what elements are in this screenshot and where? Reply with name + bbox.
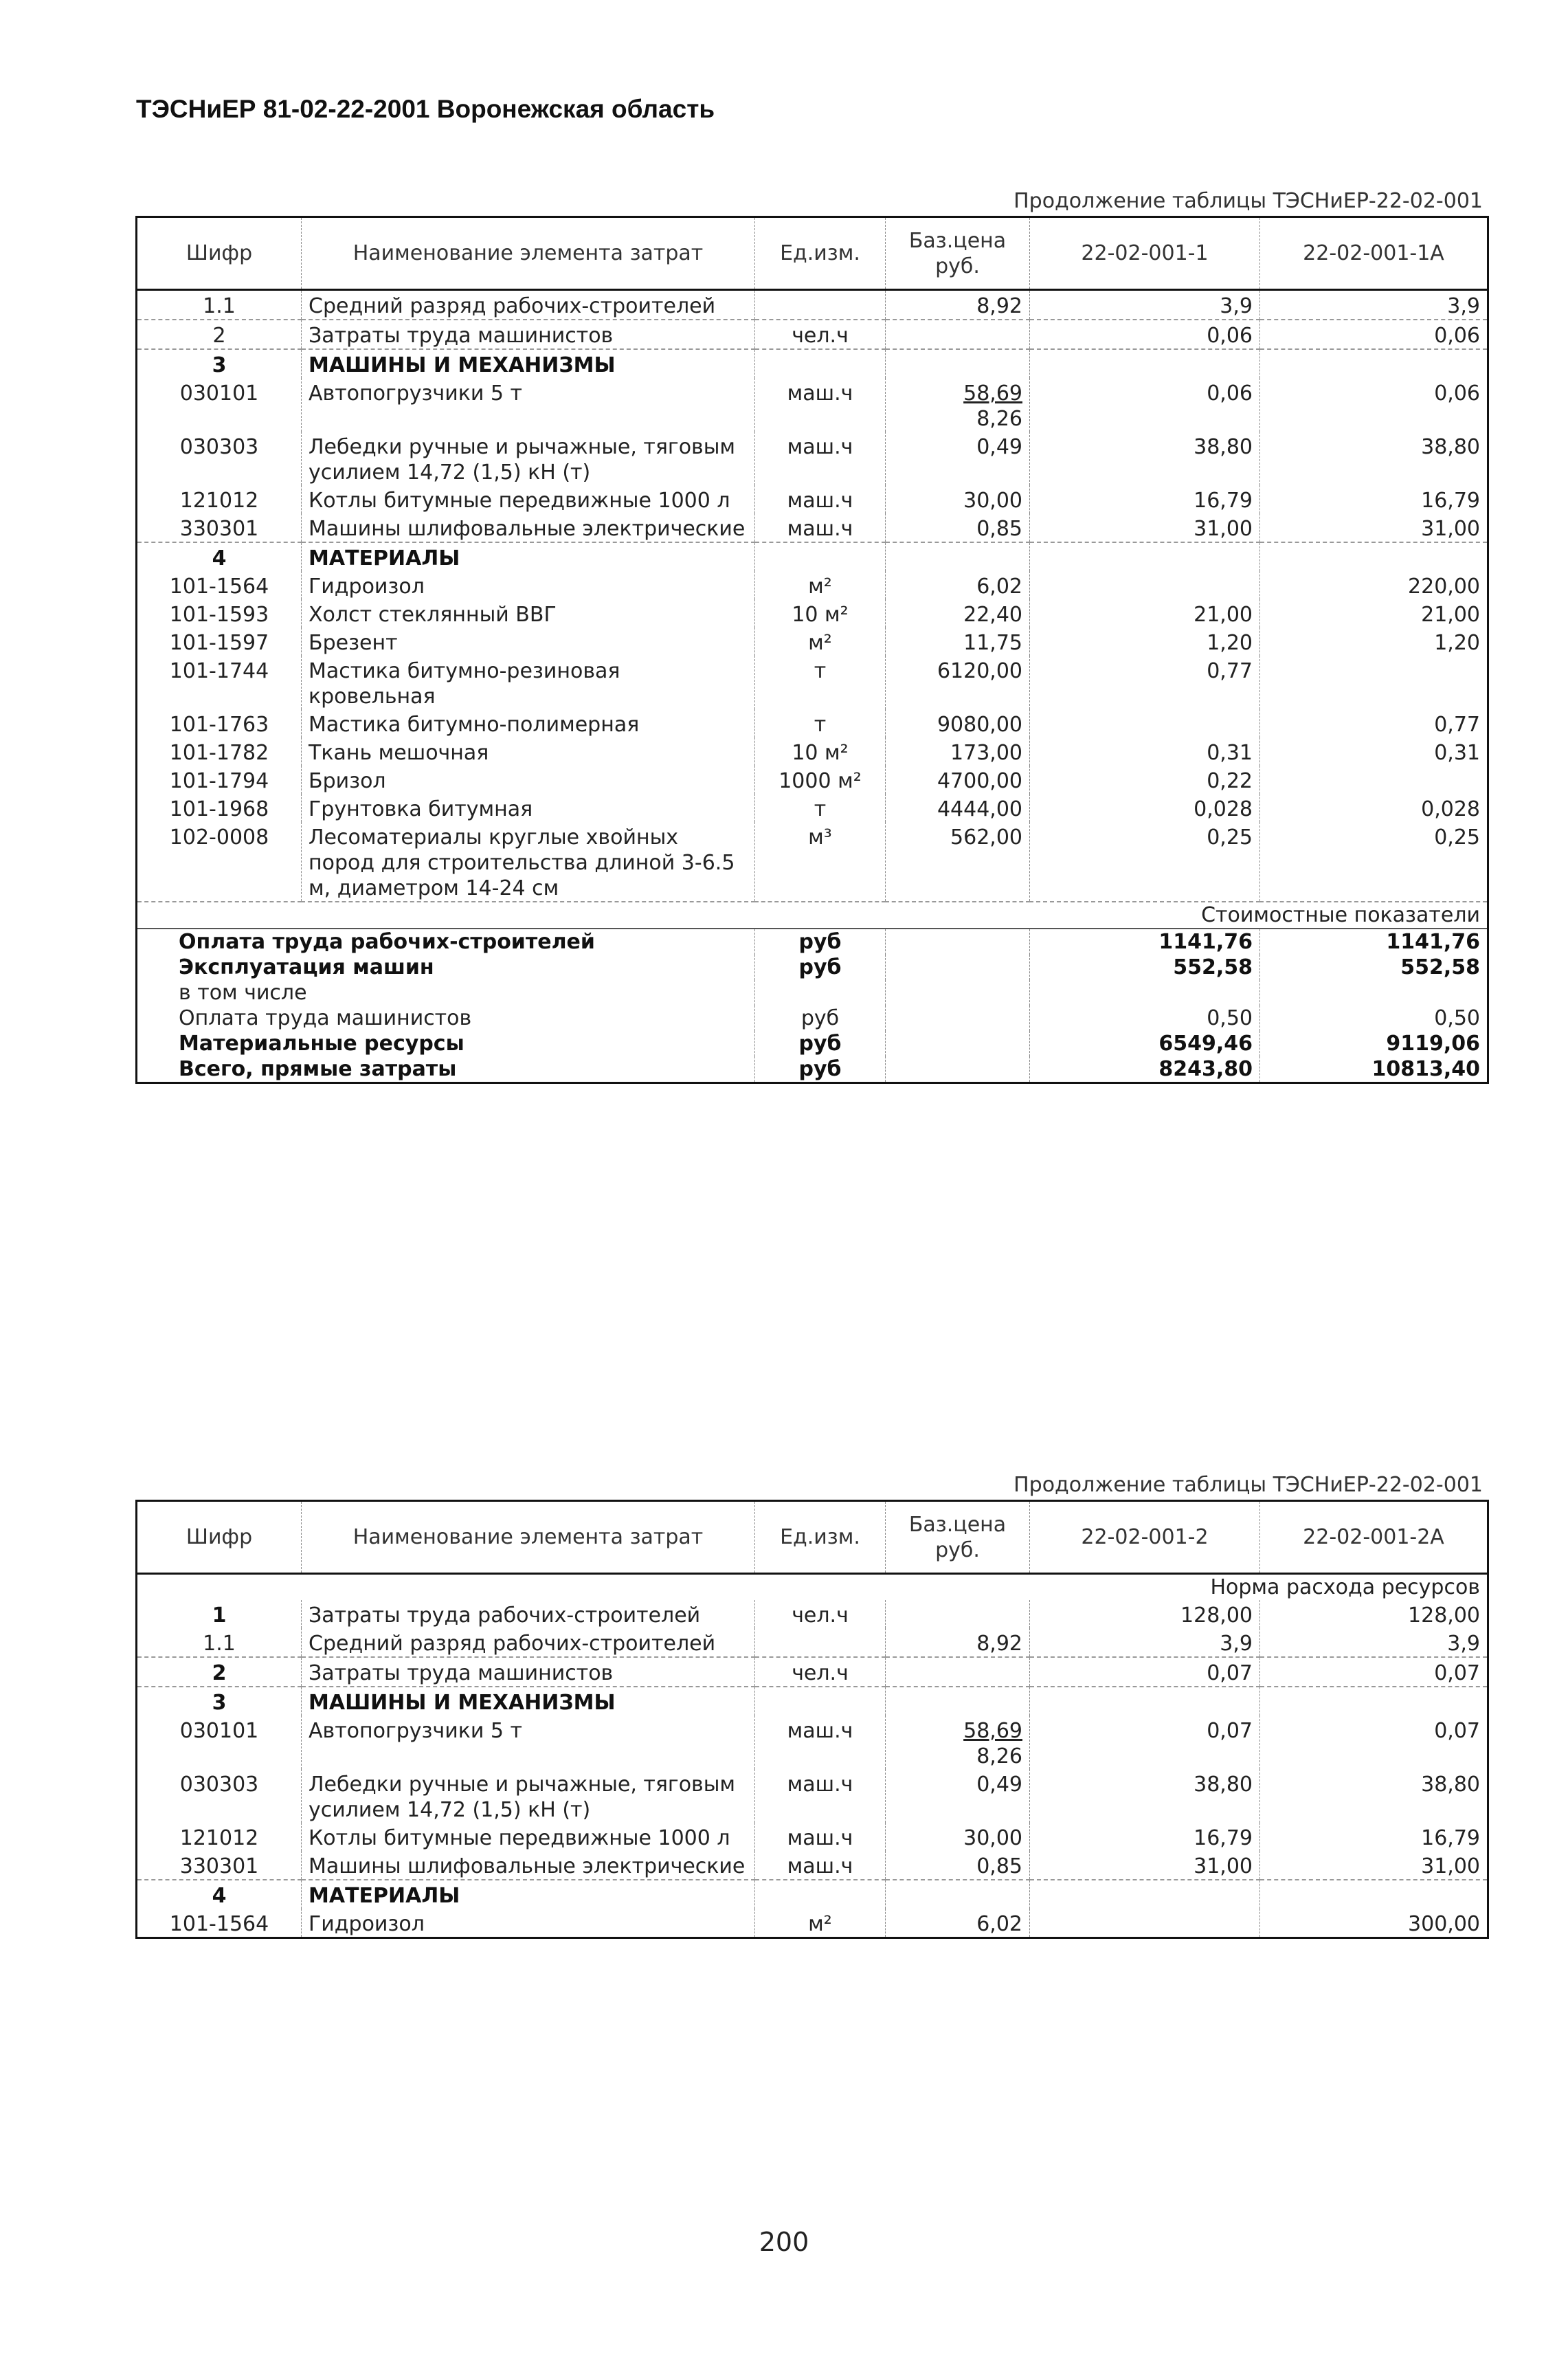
summary-value-2: 0,50 bbox=[1260, 1006, 1488, 1031]
cell-unit: 1000 м² bbox=[755, 766, 886, 794]
cell-norm-2 bbox=[1260, 656, 1488, 709]
table-body bbox=[137, 290, 1488, 902]
cell-code: 2 bbox=[137, 320, 302, 349]
cell-code: 330301 bbox=[179, 1854, 259, 1878]
table-row bbox=[137, 378, 1488, 432]
cell-unit: маш.ч bbox=[755, 485, 886, 513]
cell-unit: м² bbox=[755, 571, 886, 599]
cell-norm-1: 38,80 bbox=[1030, 432, 1260, 485]
cell-name: Затраты труда машинистов bbox=[302, 320, 755, 349]
cell-unit bbox=[755, 1880, 886, 1909]
summary-value-2: 9119,06 bbox=[1260, 1031, 1488, 1056]
table-row bbox=[137, 599, 1488, 628]
cell-name: Мастика битумно-резиновая кровельная bbox=[302, 656, 755, 709]
table-row bbox=[137, 542, 1488, 571]
cell-name: Котлы битумные передвижные 1000 л bbox=[302, 1823, 755, 1851]
page-number: 200 bbox=[759, 2227, 809, 2257]
header-norm-1: 22-02-001-1 bbox=[1030, 217, 1260, 290]
cell-unit: т bbox=[755, 656, 886, 709]
summary-name: Всего, прямые затраты bbox=[179, 1057, 457, 1081]
cell-norm-2: 21,00 bbox=[1260, 599, 1488, 628]
base-price-value: 562,00 bbox=[950, 825, 1022, 850]
cell-name: МАШИНЫ И МЕХАНИЗМЫ bbox=[302, 1687, 755, 1716]
table-row bbox=[137, 822, 1488, 902]
norm-caption: Норма расхода ресурсов bbox=[1210, 1575, 1480, 1599]
summary-empty bbox=[886, 1006, 1030, 1031]
cell-base-price bbox=[886, 1823, 1030, 1851]
resource-table-1 bbox=[135, 216, 1489, 1084]
base-price-value: 58,69 bbox=[963, 381, 1022, 406]
cell-name: Гидроизол bbox=[302, 571, 755, 599]
base-price-value: 9080,00 bbox=[937, 713, 1022, 737]
base-price-value: 0,49 bbox=[976, 1773, 1022, 1797]
cell-norm-1: 0,77 bbox=[1030, 656, 1260, 709]
table-row bbox=[137, 1769, 1488, 1823]
table-row bbox=[137, 432, 1488, 485]
cell-code: 1 bbox=[212, 1603, 227, 1628]
cell-norm-2: 16,79 bbox=[1260, 1823, 1488, 1851]
cell-norm-1: 16,79 bbox=[1030, 1823, 1260, 1851]
summary-empty bbox=[886, 1031, 1030, 1056]
header-norm-1: 22-02-001-2 bbox=[1030, 1501, 1260, 1574]
summary-row bbox=[137, 955, 1488, 980]
cell-norm-2: 0,25 bbox=[1260, 822, 1488, 902]
cost-caption: Стоимостные показатели bbox=[137, 902, 1488, 929]
cell-norm-2: 31,00 bbox=[1260, 1851, 1488, 1880]
cell-norm-2: 300,00 bbox=[1260, 1909, 1488, 1938]
summary-unit: руб bbox=[755, 955, 886, 980]
norm-caption-body bbox=[137, 1574, 1488, 1601]
table-row bbox=[137, 290, 1488, 320]
cell-base-price bbox=[886, 766, 1030, 794]
base-price-value: 11,75 bbox=[963, 631, 1022, 655]
cell-norm-2 bbox=[1260, 1880, 1488, 1909]
cell-base-price bbox=[886, 656, 1030, 709]
base-price-value: 58,69 bbox=[963, 1719, 1022, 1743]
summary-name: Оплата труда машинистов bbox=[179, 1006, 472, 1030]
cell-unit: т bbox=[755, 709, 886, 737]
cell-norm-1: 16,79 bbox=[1030, 485, 1260, 513]
cell-unit: м³ bbox=[755, 822, 886, 902]
cell-base-price bbox=[886, 794, 1030, 822]
cell-norm-2: 0,77 bbox=[1260, 709, 1488, 737]
summary-value-2: 10813,40 bbox=[1260, 1056, 1488, 1083]
cell-norm-2: 38,80 bbox=[1260, 432, 1488, 485]
header-code: Шифр bbox=[137, 217, 302, 290]
cell-norm-2: 128,00 bbox=[1260, 1600, 1488, 1628]
cell-base-price bbox=[886, 378, 1030, 432]
cell-unit: маш.ч bbox=[755, 1716, 886, 1769]
summary-unit: руб bbox=[755, 1056, 886, 1083]
table-header-row bbox=[137, 217, 1488, 290]
cell-unit: чел.ч bbox=[755, 1657, 886, 1687]
table-row bbox=[137, 571, 1488, 599]
cell-code: 101-1968 bbox=[169, 797, 269, 821]
cell-norm-2: 220,00 bbox=[1260, 571, 1488, 599]
cell-base-price bbox=[886, 1851, 1030, 1880]
summary-value-1: 8243,80 bbox=[1030, 1056, 1260, 1083]
base-price-value: 30,00 bbox=[963, 489, 1022, 513]
cell-norm-2: 3,9 bbox=[1260, 1628, 1488, 1657]
table-row bbox=[137, 1716, 1488, 1769]
cell-norm-1: 0,31 bbox=[1030, 737, 1260, 766]
table-continuation-label: Продолжение таблицы ТЭСНиЕР-22-02-001 bbox=[1013, 189, 1483, 213]
table-row bbox=[137, 737, 1488, 766]
cell-base-price bbox=[886, 542, 1030, 571]
base-price-value: 4700,00 bbox=[937, 769, 1022, 793]
cell-code: 1.1 bbox=[203, 1632, 236, 1656]
cell-norm-1: 0,028 bbox=[1030, 794, 1260, 822]
cell-code: 030101 bbox=[179, 381, 259, 406]
summary-empty bbox=[886, 980, 1030, 1006]
document-title: ТЭСНиЕР 81-02-22-2001 Воронежская область bbox=[136, 95, 715, 123]
cell-code: 3 bbox=[137, 1687, 302, 1716]
cell-norm-1: 0,07 bbox=[1030, 1716, 1260, 1769]
table-row bbox=[137, 1657, 1488, 1687]
cell-unit: т bbox=[755, 794, 886, 822]
cell-norm-2: 0,07 bbox=[1260, 1716, 1488, 1769]
cell-code: 030303 bbox=[179, 1773, 259, 1797]
table-row bbox=[137, 349, 1488, 378]
header-unit: Ед.изм. bbox=[755, 217, 886, 290]
table-row bbox=[137, 1628, 1488, 1657]
cell-base-price bbox=[886, 628, 1030, 656]
cell-unit: чел.ч bbox=[755, 320, 886, 349]
summary-value-1: 6549,46 bbox=[1030, 1031, 1260, 1056]
cell-name: Автопогрузчики 5 т bbox=[302, 378, 755, 432]
cell-name: МАШИНЫ И МЕХАНИЗМЫ bbox=[302, 349, 755, 378]
cell-base-price bbox=[886, 1657, 1030, 1687]
summary-unit: руб bbox=[755, 929, 886, 955]
cell-norm-1: 3,9 bbox=[1030, 1628, 1260, 1657]
cell-norm-2: 3,9 bbox=[1260, 290, 1488, 320]
table-row bbox=[137, 1823, 1488, 1851]
summary-empty bbox=[886, 1056, 1030, 1083]
header-code: Шифр bbox=[137, 1501, 302, 1574]
cell-unit bbox=[755, 1687, 886, 1716]
table-row bbox=[137, 628, 1488, 656]
cell-name: Бризол bbox=[302, 766, 755, 794]
cell-norm-1: 21,00 bbox=[1030, 599, 1260, 628]
cell-name: Брезент bbox=[302, 628, 755, 656]
cell-code: 4 bbox=[137, 542, 302, 571]
summary-value-1: 552,58 bbox=[1030, 955, 1260, 980]
table-row bbox=[137, 1880, 1488, 1909]
base-price-secondary: 8,26 bbox=[976, 1744, 1022, 1768]
cell-unit: маш.ч bbox=[755, 432, 886, 485]
cell-norm-2 bbox=[1260, 349, 1488, 378]
cell-norm-1 bbox=[1030, 709, 1260, 737]
base-price-value: 22,40 bbox=[963, 603, 1022, 627]
cell-name: Машины шлифовальные электрические bbox=[302, 1851, 755, 1880]
cell-base-price bbox=[886, 599, 1030, 628]
cell-norm-2: 0,028 bbox=[1260, 794, 1488, 822]
table-row bbox=[137, 1851, 1488, 1880]
header-norm-2: 22-02-001-2А bbox=[1260, 1501, 1488, 1574]
cost-caption-row bbox=[137, 902, 1488, 929]
cell-code: 2 bbox=[137, 1657, 302, 1687]
cell-base-price bbox=[886, 1687, 1030, 1716]
cell-name: Лебедки ручные и рычажные, тяговым усилием 14,72 (1,5) кН (т) bbox=[302, 1769, 755, 1823]
summary-value-1: 0,50 bbox=[1030, 1006, 1260, 1031]
cell-code: 101-1782 bbox=[169, 741, 269, 765]
summary-unit bbox=[755, 980, 886, 1006]
table-row bbox=[137, 513, 1488, 542]
cell-code: 101-1593 bbox=[169, 603, 269, 627]
cell-base-price bbox=[886, 1769, 1030, 1823]
cell-name: МАТЕРИАЛЫ bbox=[302, 542, 755, 571]
base-price-secondary: 8,26 bbox=[976, 407, 1022, 431]
summary-row bbox=[137, 1031, 1488, 1056]
cell-code: 101-1597 bbox=[169, 631, 269, 655]
cell-code: 102-0008 bbox=[169, 825, 269, 850]
cell-name: Холст стеклянный ВВГ bbox=[302, 599, 755, 628]
cell-norm-2 bbox=[1260, 766, 1488, 794]
summary-name: Оплата труда рабочих-строителей bbox=[137, 929, 755, 955]
cell-norm-1: 3,9 bbox=[1030, 290, 1260, 320]
summary-name: Материальные ресурсы bbox=[179, 1032, 464, 1056]
cell-base-price bbox=[886, 485, 1030, 513]
cell-name: Котлы битумные передвижные 1000 л bbox=[302, 485, 755, 513]
cell-unit: маш.ч bbox=[755, 513, 886, 542]
summary-unit: руб bbox=[755, 1006, 886, 1031]
header-norm-2: 22-02-001-1А bbox=[1260, 217, 1488, 290]
summary-row bbox=[137, 1006, 1488, 1031]
cell-unit bbox=[755, 290, 886, 320]
cell-unit: м² bbox=[755, 628, 886, 656]
summary-value-1 bbox=[1030, 980, 1260, 1006]
base-price-value: 8,92 bbox=[976, 294, 1022, 318]
table-header-row bbox=[137, 1501, 1488, 1574]
cell-code: 101-1564 bbox=[169, 1912, 269, 1936]
cell-code: 030101 bbox=[179, 1719, 259, 1743]
cell-base-price bbox=[886, 1880, 1030, 1909]
cell-name: Затраты труда машинистов bbox=[302, 1657, 755, 1687]
summary-value-2 bbox=[1260, 980, 1488, 1006]
cell-unit: маш.ч bbox=[755, 378, 886, 432]
cell-norm-2: 0,07 bbox=[1260, 1657, 1488, 1687]
cell-norm-2: 0,06 bbox=[1260, 378, 1488, 432]
cell-code: 030303 bbox=[179, 435, 259, 459]
cell-code: 330301 bbox=[179, 517, 259, 541]
cell-base-price bbox=[886, 822, 1030, 902]
cell-norm-1: 1,20 bbox=[1030, 628, 1260, 656]
cell-norm-2 bbox=[1260, 1687, 1488, 1716]
cell-norm-2: 0,06 bbox=[1260, 320, 1488, 349]
summary-value-2: 552,58 bbox=[1260, 955, 1488, 980]
table-row bbox=[137, 1600, 1488, 1628]
cell-code: 101-1564 bbox=[169, 575, 269, 599]
table-body bbox=[137, 1600, 1488, 1938]
base-price-value: 6,02 bbox=[976, 575, 1022, 599]
table-block-2 bbox=[135, 1471, 1487, 1939]
summary-body bbox=[137, 902, 1488, 1083]
cell-norm-1: 0,07 bbox=[1030, 1657, 1260, 1687]
cell-base-price bbox=[886, 432, 1030, 485]
cell-unit: маш.ч bbox=[755, 1851, 886, 1880]
cell-name: Средний разряд рабочих-строителей bbox=[302, 290, 755, 320]
cell-unit: чел.ч bbox=[755, 1600, 886, 1628]
table-row bbox=[137, 656, 1488, 709]
cell-unit: маш.ч bbox=[755, 1823, 886, 1851]
cell-code: 101-1763 bbox=[169, 713, 269, 737]
cell-code: 101-1794 bbox=[169, 769, 269, 793]
cell-base-price bbox=[886, 1628, 1030, 1657]
cell-name: Гидроизол bbox=[302, 1909, 755, 1938]
summary-name: в том числе bbox=[179, 981, 307, 1005]
cell-norm-1 bbox=[1030, 1909, 1260, 1938]
base-price-value: 0,85 bbox=[976, 1854, 1022, 1878]
cell-name: Автопогрузчики 5 т bbox=[302, 1716, 755, 1769]
summary-row bbox=[137, 929, 1488, 955]
cell-norm-1: 38,80 bbox=[1030, 1769, 1260, 1823]
cell-name: Машины шлифовальные электрические bbox=[302, 513, 755, 542]
cell-norm-1 bbox=[1030, 1687, 1260, 1716]
cell-name: Лебедки ручные и рычажные, тяговым усилием 14,72 (1,5) кН (т) bbox=[302, 432, 755, 485]
cell-code: 1.1 bbox=[203, 294, 236, 318]
table-continuation-label: Продолжение таблицы ТЭСНиЕР-22-02-001 bbox=[1013, 1473, 1483, 1497]
cell-base-price bbox=[886, 1716, 1030, 1769]
cell-norm-1: 128,00 bbox=[1030, 1600, 1260, 1628]
cell-unit: маш.ч bbox=[755, 1769, 886, 1823]
resource-table-2 bbox=[135, 1500, 1489, 1939]
cell-unit bbox=[755, 1628, 886, 1657]
cell-code: 121012 bbox=[179, 489, 259, 513]
cell-name: Средний разряд рабочих-строителей bbox=[302, 1628, 755, 1657]
summary-row bbox=[137, 1056, 1488, 1083]
summary-row bbox=[137, 980, 1488, 1006]
cell-name: МАТЕРИАЛЫ bbox=[302, 1880, 755, 1909]
base-price-value: 0,85 bbox=[976, 517, 1022, 541]
norm-caption-row bbox=[137, 1574, 1488, 1601]
header-unit: Ед.изм. bbox=[755, 1501, 886, 1574]
cell-norm-1: 0,06 bbox=[1030, 378, 1260, 432]
cell-unit bbox=[755, 349, 886, 378]
header-name: Наименование элемента затрат bbox=[302, 1501, 755, 1574]
summary-name: Эксплуатация машин bbox=[179, 955, 434, 979]
cell-base-price bbox=[886, 1600, 1030, 1628]
cell-base-price bbox=[886, 290, 1030, 320]
header-name: Наименование элемента затрат bbox=[302, 217, 755, 290]
table-row bbox=[137, 1687, 1488, 1716]
cell-name: Мастика битумно-полимерная bbox=[302, 709, 755, 737]
base-price-value: 30,00 bbox=[963, 1826, 1022, 1850]
cell-code: 4 bbox=[137, 1880, 302, 1909]
cell-base-price bbox=[886, 1909, 1030, 1938]
cell-norm-1: 0,25 bbox=[1030, 822, 1260, 902]
base-price-value: 6120,00 bbox=[937, 659, 1022, 683]
table-row bbox=[137, 709, 1488, 737]
cell-norm-2: 31,00 bbox=[1260, 513, 1488, 542]
base-price-value: 6,02 bbox=[976, 1912, 1022, 1936]
cell-code: 121012 bbox=[179, 1826, 259, 1850]
base-price-value: 0,49 bbox=[976, 435, 1022, 459]
cell-unit: 10 м² bbox=[755, 599, 886, 628]
cell-name: Ткань мешочная bbox=[302, 737, 755, 766]
table-row bbox=[137, 766, 1488, 794]
table-row bbox=[137, 320, 1488, 349]
table-row bbox=[137, 794, 1488, 822]
header-base-price: Баз.цена руб. bbox=[886, 1501, 1030, 1574]
cell-name: Грунтовка битумная bbox=[302, 794, 755, 822]
cell-base-price bbox=[886, 737, 1030, 766]
cell-base-price bbox=[886, 571, 1030, 599]
cell-norm-1 bbox=[1030, 349, 1260, 378]
cell-name: Лесоматериалы круглые хвойных пород для строительства длиной 3-6.5 м, диаметром 14-24 см bbox=[302, 822, 755, 902]
cell-base-price bbox=[886, 349, 1030, 378]
base-price-value: 173,00 bbox=[950, 741, 1022, 765]
cell-unit: м² bbox=[755, 1909, 886, 1938]
cell-norm-1: 31,00 bbox=[1030, 513, 1260, 542]
cell-norm-2: 38,80 bbox=[1260, 1769, 1488, 1823]
cell-code: 3 bbox=[137, 349, 302, 378]
cell-name: Затраты труда рабочих-строителей bbox=[302, 1600, 755, 1628]
table-block-1 bbox=[135, 187, 1487, 1084]
cell-unit bbox=[755, 542, 886, 571]
cell-norm-1: 0,06 bbox=[1030, 320, 1260, 349]
summary-unit: руб bbox=[755, 1031, 886, 1056]
table-row bbox=[137, 485, 1488, 513]
cell-norm-1: 31,00 bbox=[1030, 1851, 1260, 1880]
cell-norm-2 bbox=[1260, 542, 1488, 571]
cell-norm-1: 0,22 bbox=[1030, 766, 1260, 794]
cell-code: 101-1744 bbox=[169, 659, 269, 683]
base-price-value: 4444,00 bbox=[937, 797, 1022, 821]
summary-value-2: 1141,76 bbox=[1260, 929, 1488, 955]
cell-base-price bbox=[886, 513, 1030, 542]
cell-norm-1 bbox=[1030, 1880, 1260, 1909]
summary-empty bbox=[886, 955, 1030, 980]
table-row bbox=[137, 1909, 1488, 1938]
cell-norm-2: 1,20 bbox=[1260, 628, 1488, 656]
cell-norm-1 bbox=[1030, 542, 1260, 571]
cell-base-price bbox=[886, 709, 1030, 737]
summary-empty bbox=[886, 929, 1030, 955]
header-base-price: Баз.цена руб. bbox=[886, 217, 1030, 290]
cell-norm-1 bbox=[1030, 571, 1260, 599]
cell-norm-2: 0,31 bbox=[1260, 737, 1488, 766]
cell-unit: 10 м² bbox=[755, 737, 886, 766]
cell-norm-2: 16,79 bbox=[1260, 485, 1488, 513]
cell-base-price bbox=[886, 320, 1030, 349]
base-price-value: 8,92 bbox=[976, 1632, 1022, 1656]
summary-value-1: 1141,76 bbox=[1030, 929, 1260, 955]
